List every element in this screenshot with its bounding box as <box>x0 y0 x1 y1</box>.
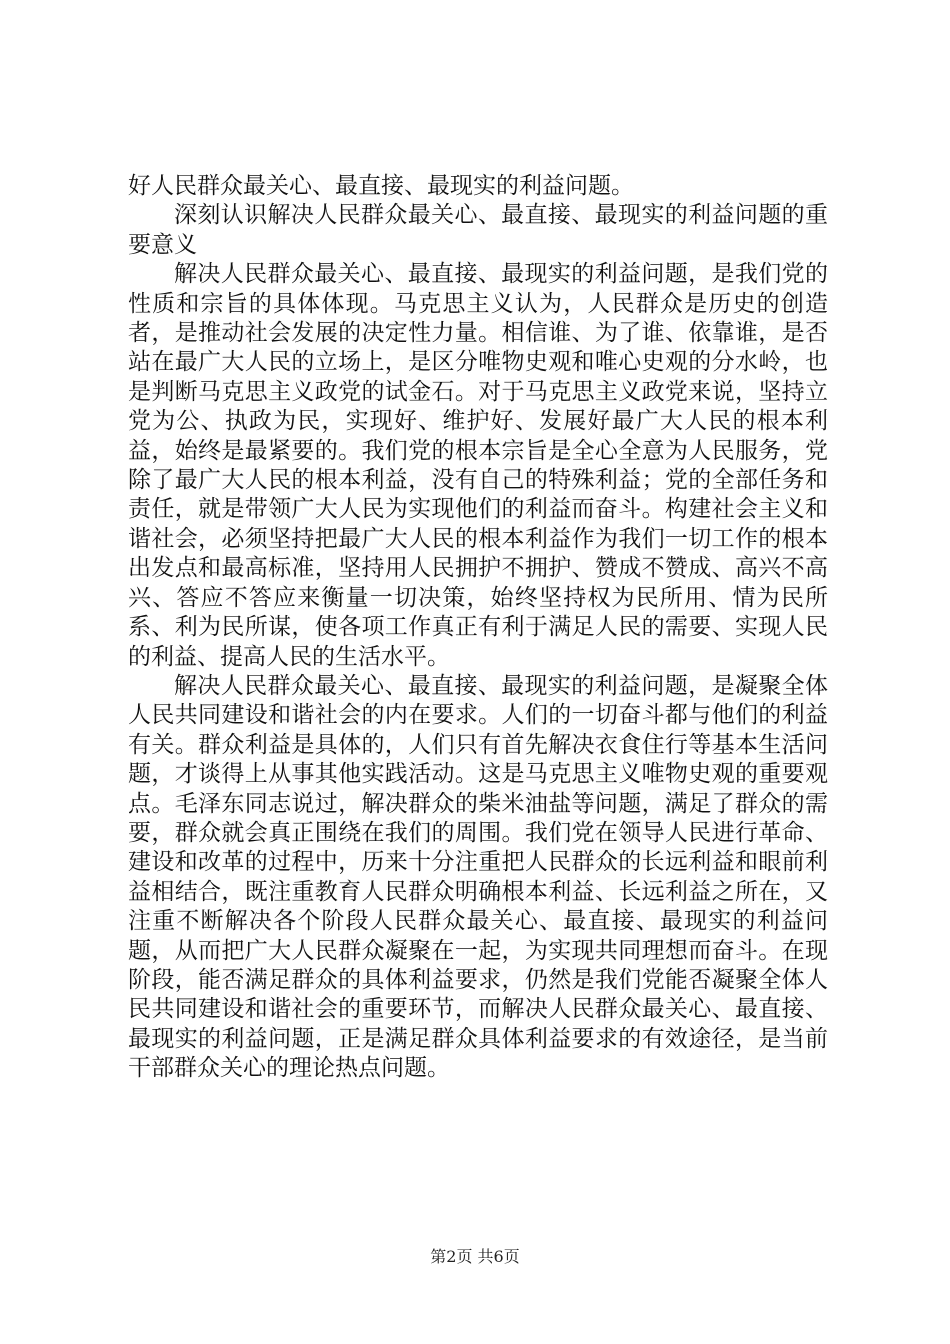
paragraph: 解决人民群众最关心、最直接、最现实的利益问题，是我们党的性质和宗旨的具体体现。马克思主义认为，人民群众是历史的创造者，是推动社会发展的决定性力量。相信谁、为了谁、依靠谁，是否站在最广大人民的立场上，是区分唯物史观和唯心史观的分水岭，也是判断马克思主义政党的试金石。对于马克思主义政党来说，坚持立党为公、执政为民，实现好、维护好、发展好最广大人民的根本利益，始终是最紧要的。我们党的根本宗旨是全心全意为人民服务，党除了最广大人民的根本利益，没有自己的特殊利益；党的全部任务和责任，就是带领广大人民为实现他们的利益而奋斗。构建社会主义和谐社会，必须坚持把最广大人民的根本利益作为我们一切工作的根本出发点和最高标准，坚持用人民拥护不拥护、赞成不赞成、高兴不高兴、答应不答应来衡量一切决策，始终坚持权为民所用、情为民所系、利为民所谋，使各项工作真正有利于满足人民的需要、实现人民的利益、提高人民的生活水平。 <box>128 261 828 670</box>
paragraph: 解决人民群众最关心、最直接、最现实的利益问题，是凝聚全体人民共同建设和谐社会的内在要求。人们的一切奋斗都与他们的利益有关。群众利益是具体的，人们只有首先解决衣食住行等基本生活问题，才谈得上从事其他实践活动。这是马克思主义唯物史观的重要观点。毛泽东同志说过，解决群众的柴米油盐等问题，满足了群众的需要，群众就会真正围绕在我们的周围。我们党在领导人民进行革命、建设和改革的过程中，历来十分注重把人民群众的长远利益和眼前利益相结合，既注重教育人民群众明确根本利益、长远利益之所在，又注重不断解决各个阶段人民群众最关心、最直接、最现实的利益问题，从而把广大人民群众凝聚在一起，为实现共同理想而奋斗。在现阶段，能否满足群众的具体利益要求，仍然是我们党能否凝聚全体人民共同建设和谐社会的重要环节，而解决人民群众最关心、最直接、最现实的利益问题，正是满足群众具体利益要求的有效途径，是当前干部群众关心的理论热点问题。 <box>128 672 828 1082</box>
section-heading: 深刻认识解决人民群众最关心、最直接、最现实的利益问题的重要意义 <box>128 202 828 258</box>
paragraph-continuation: 好人民群众最关心、最直接、最现实的利益问题。 <box>128 173 634 199</box>
page-number-footer: 第2页 共6页 <box>430 1247 520 1266</box>
document-body <box>128 172 828 1084</box>
